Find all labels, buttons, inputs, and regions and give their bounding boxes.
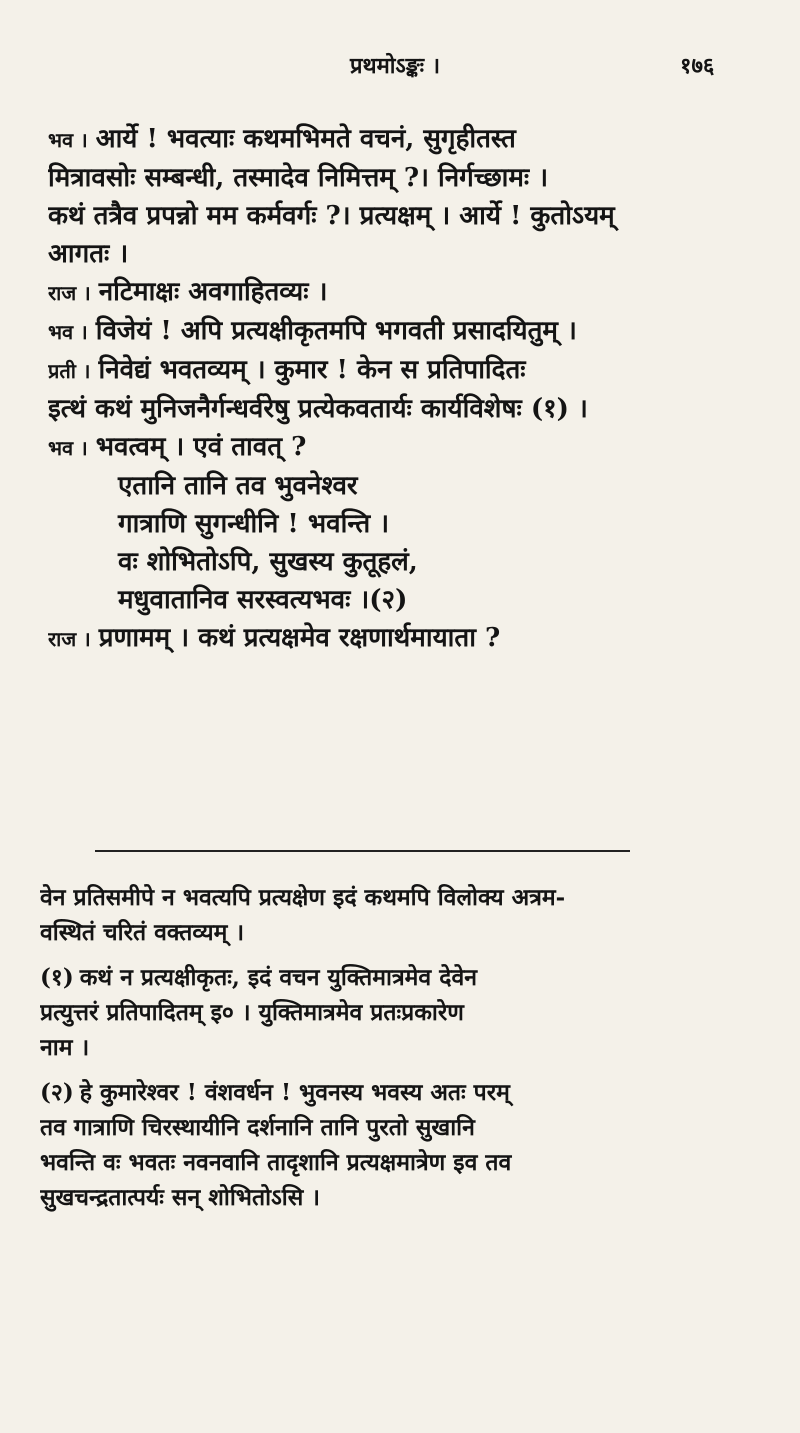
footnote-line xyxy=(40,1145,768,1180)
footnote-text: प्रत्युत्तरं प्रतिपादितम् इ० । युक्तिमात्रमेव प्रतःप्रकारेण xyxy=(40,999,464,1026)
footnote-text: वस्थितं चरितं वक्तव्यम् । xyxy=(40,919,245,946)
speaker-label: भव । xyxy=(48,320,88,344)
footnote-line xyxy=(40,1030,768,1065)
line-text: मधुवातानिव सरस्वत्यभवः ।(२) xyxy=(118,585,408,615)
speaker-label: प्रती । xyxy=(48,359,91,383)
running-title: प्रथमोऽङ्कः । xyxy=(350,53,441,79)
line-text: विजेयं ! अपि प्रत्यक्षीकृतमपि भगवती प्रसादयितुम् । xyxy=(95,316,577,346)
main-text xyxy=(48,120,760,658)
footnote-text: वेन प्रतिसमीपे न भवत्यपि प्रत्यक्षेण इदं कथमपि विलोक्य अत्रम- xyxy=(40,884,566,911)
speaker-label: भव । xyxy=(48,128,88,152)
footnote xyxy=(40,960,768,1065)
line-text: आगतः । xyxy=(48,239,129,269)
footnote-line xyxy=(40,915,768,950)
text-line xyxy=(48,619,760,658)
text-line xyxy=(48,120,760,159)
line-text: भवत्वम् । एवं तावत् ? xyxy=(95,432,307,462)
text-line xyxy=(48,351,760,390)
footnote xyxy=(40,1075,768,1215)
footnote-marker: (२) xyxy=(40,1079,74,1106)
footnotes xyxy=(40,880,768,1225)
footnote-line xyxy=(40,1110,768,1145)
footnote-line xyxy=(40,880,768,915)
verse-line xyxy=(48,505,760,543)
line-text: निवेद्यं भवतव्यम् । कुमार ! केन स प्रतिपादितः xyxy=(98,355,526,385)
footnote-divider xyxy=(95,850,630,852)
text-line xyxy=(48,273,760,312)
footnote-marker: (१) xyxy=(40,964,74,991)
text-line xyxy=(48,428,760,467)
page-number: १७६ xyxy=(680,53,715,79)
line-text: गात्राणि सुगन्धीनि ! भवन्ति । xyxy=(118,509,390,539)
line-text: कथं तत्रैव प्रपन्नो मम कर्मवर्गः ?। प्रत्यक्षम् । आर्ये ! कुतोऽयम् xyxy=(48,201,615,231)
verse-line xyxy=(48,543,760,581)
line-text: इत्थं कथं मुनिजनैर्गन्धर्वरेषु प्रत्येकवतार्यः कार्यविशेषः (१) । xyxy=(48,394,588,424)
line-text: मित्रावसोः सम्बन्धी, तस्मादेव निमित्तम् ?। निर्गच्छामः । xyxy=(48,163,549,193)
text-line xyxy=(48,159,760,197)
footnote-text: भवन्ति वः भवतः नवनवानि तादृशानि प्रत्यक्षमात्रेण इव तव xyxy=(40,1149,512,1176)
footnote-line xyxy=(40,960,768,995)
page-header xyxy=(40,50,768,90)
footnote-text: कथं न प्रत्यक्षीकृतः, इदं वचन युक्तिमात्रमेव देवेन xyxy=(79,964,477,991)
line-text: वः शोभितोऽपि, सुखस्य कुतूहलं, xyxy=(118,547,418,577)
line-text: एतानि तानि तव भुवनेश्वर xyxy=(118,471,358,501)
footnote xyxy=(40,880,768,950)
speaker-label: राज । xyxy=(48,281,91,305)
verse-line xyxy=(48,581,760,619)
speaker-label: राज । xyxy=(48,627,91,651)
footnote-line xyxy=(40,995,768,1030)
footnote-text: नाम । xyxy=(40,1034,90,1061)
text-line xyxy=(48,312,760,351)
text-line xyxy=(48,197,760,235)
footnote-line xyxy=(40,1180,768,1215)
speaker-label: भव । xyxy=(48,436,88,460)
text-line xyxy=(48,235,760,273)
footnote-line xyxy=(40,1075,768,1110)
footnote-text: हे कुमारेश्वर ! वंशवर्धन ! भुवनस्य भवस्य अतः परम् xyxy=(79,1079,510,1106)
footnote-text: सुखचन्द्रतात्पर्यः सन् शोभितोऽसि । xyxy=(40,1184,321,1211)
line-text: आर्ये ! भवत्याः कथमभिमते वचनं, सुगृहीतस्त xyxy=(95,124,516,154)
verse-line xyxy=(48,467,760,505)
line-text: नटिमाक्षः अवगाहितव्यः । xyxy=(98,277,328,307)
text-line xyxy=(48,390,760,428)
footnote-text: तव गात्राणि चिरस्थायीनि दर्शनानि तानि पुरतो सुखानि xyxy=(40,1114,475,1141)
line-text: प्रणामम् । कथं प्रत्यक्षमेव रक्षणार्थमायाता ? xyxy=(98,623,501,653)
